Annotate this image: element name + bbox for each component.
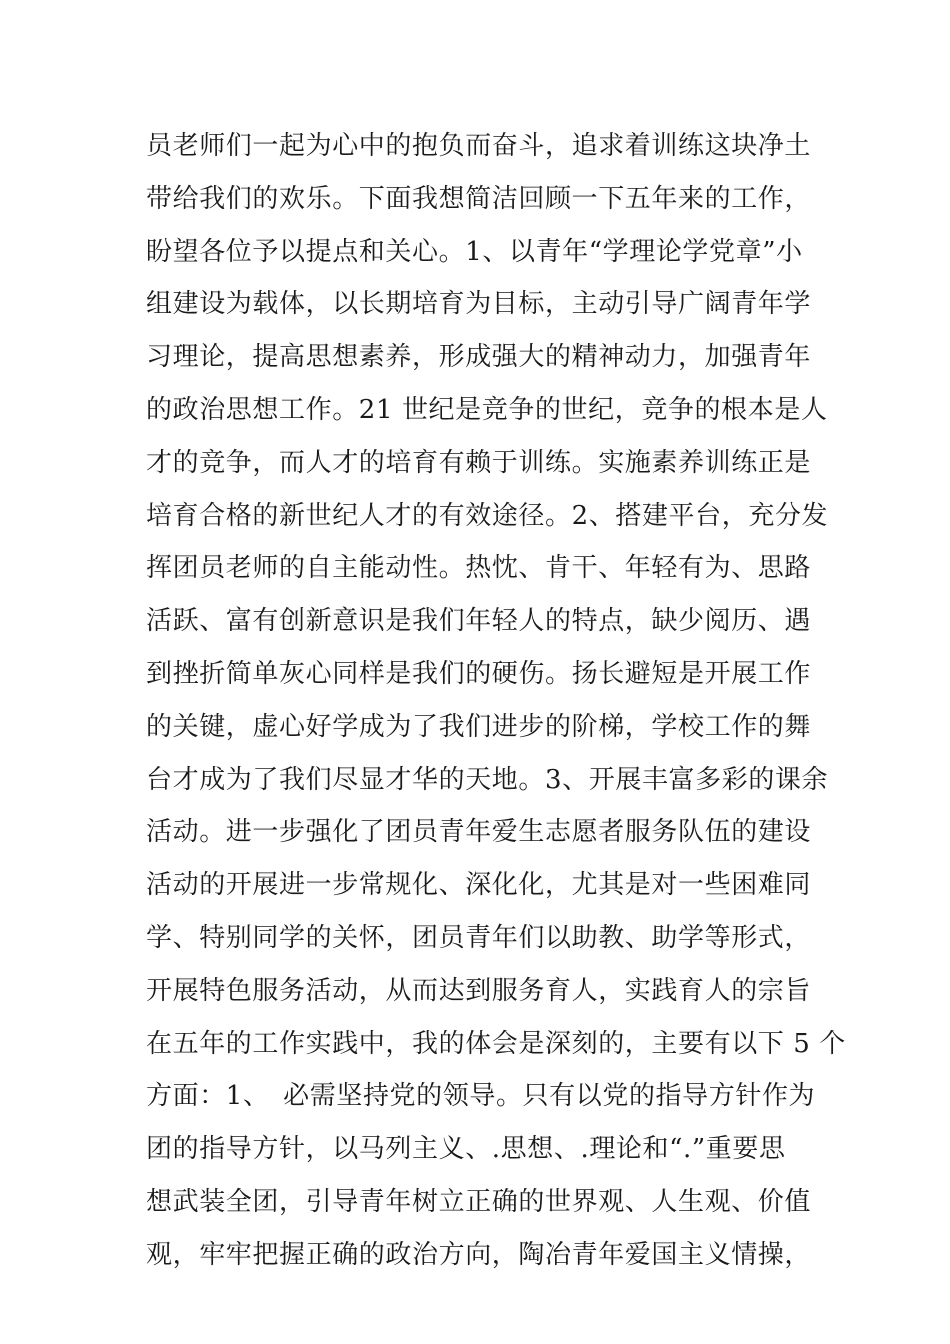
text-line: 想武装全团，引导青年树立正确的世界观、人生观、价值 bbox=[146, 1186, 812, 1217]
text-line: 盼望各位予以提点和关心。1、以青年“学理论学党章”小 bbox=[146, 236, 803, 267]
text-line: 挥团员老师的自主能动性。热忱、肯干、年轻有为、思路 bbox=[146, 553, 812, 584]
text-line: 员老师们一起为心中的抱负而奋斗，追求着训练这块净土 bbox=[146, 131, 812, 161]
text-line: 在五年的工作实践中，我的体会是深刻的，主要有以下 5 个 bbox=[146, 1028, 846, 1059]
text-line: 培育合格的新世纪人才的有效途径。2、搭建平台，充分发 bbox=[146, 500, 829, 531]
text-line: 带给我们的欢乐。下面我想简洁回顾一下五年来的工作， bbox=[146, 183, 812, 214]
text-line: 活动。进一步强化了团员青年爱生志愿者服务队伍的建设 bbox=[146, 817, 812, 848]
text-line: 的关键，虚心好学成为了我们进步的阶梯，学校工作的舞 bbox=[146, 711, 812, 742]
text-line: 活跃、富有创新意识是我们年轻人的特点，缺少阅历、遇 bbox=[146, 606, 812, 637]
text-line: 活动的开展进一步常规化、深化化，尤其是对一些困难同 bbox=[146, 870, 812, 901]
text-line: 方面：1、 必需坚持党的领导。只有以党的指导方针作为 bbox=[146, 1081, 816, 1112]
text-line: 台才成为了我们尽显才华的天地。3、开展丰富多彩的课余 bbox=[146, 764, 829, 795]
text-line: 才的竞争，而人才的培育有赖于训练。实施素养训练正是 bbox=[146, 447, 812, 478]
text-line: 组建设为载体，以长期培育为目标，主动引导广阔青年学 bbox=[146, 289, 812, 320]
text-line: 观，牢牢把握正确的政治方向，陶冶青年爱国主义情操， bbox=[146, 1239, 812, 1270]
text-line: 团的指导方针，以马列主义、.思想、.理论和“.”重要思 bbox=[146, 1134, 786, 1165]
text-line: 的政治思想工作。21 世纪是竞争的世纪，竞争的根本是人 bbox=[146, 394, 828, 425]
body-text bbox=[146, 126, 846, 1288]
text-line: 学、特别同学的关怀，团员青年们以助教、助学等形式， bbox=[146, 922, 812, 953]
text-line: 开展特色服务活动，从而达到服务育人，实践育人的宗旨 bbox=[146, 975, 812, 1006]
text-line: 到挫折简单灰心同样是我们的硬伤。扬长避短是开展工作 bbox=[146, 658, 812, 689]
text-line: 习理论，提高思想素养，形成强大的精神动力，加强青年 bbox=[146, 342, 812, 373]
